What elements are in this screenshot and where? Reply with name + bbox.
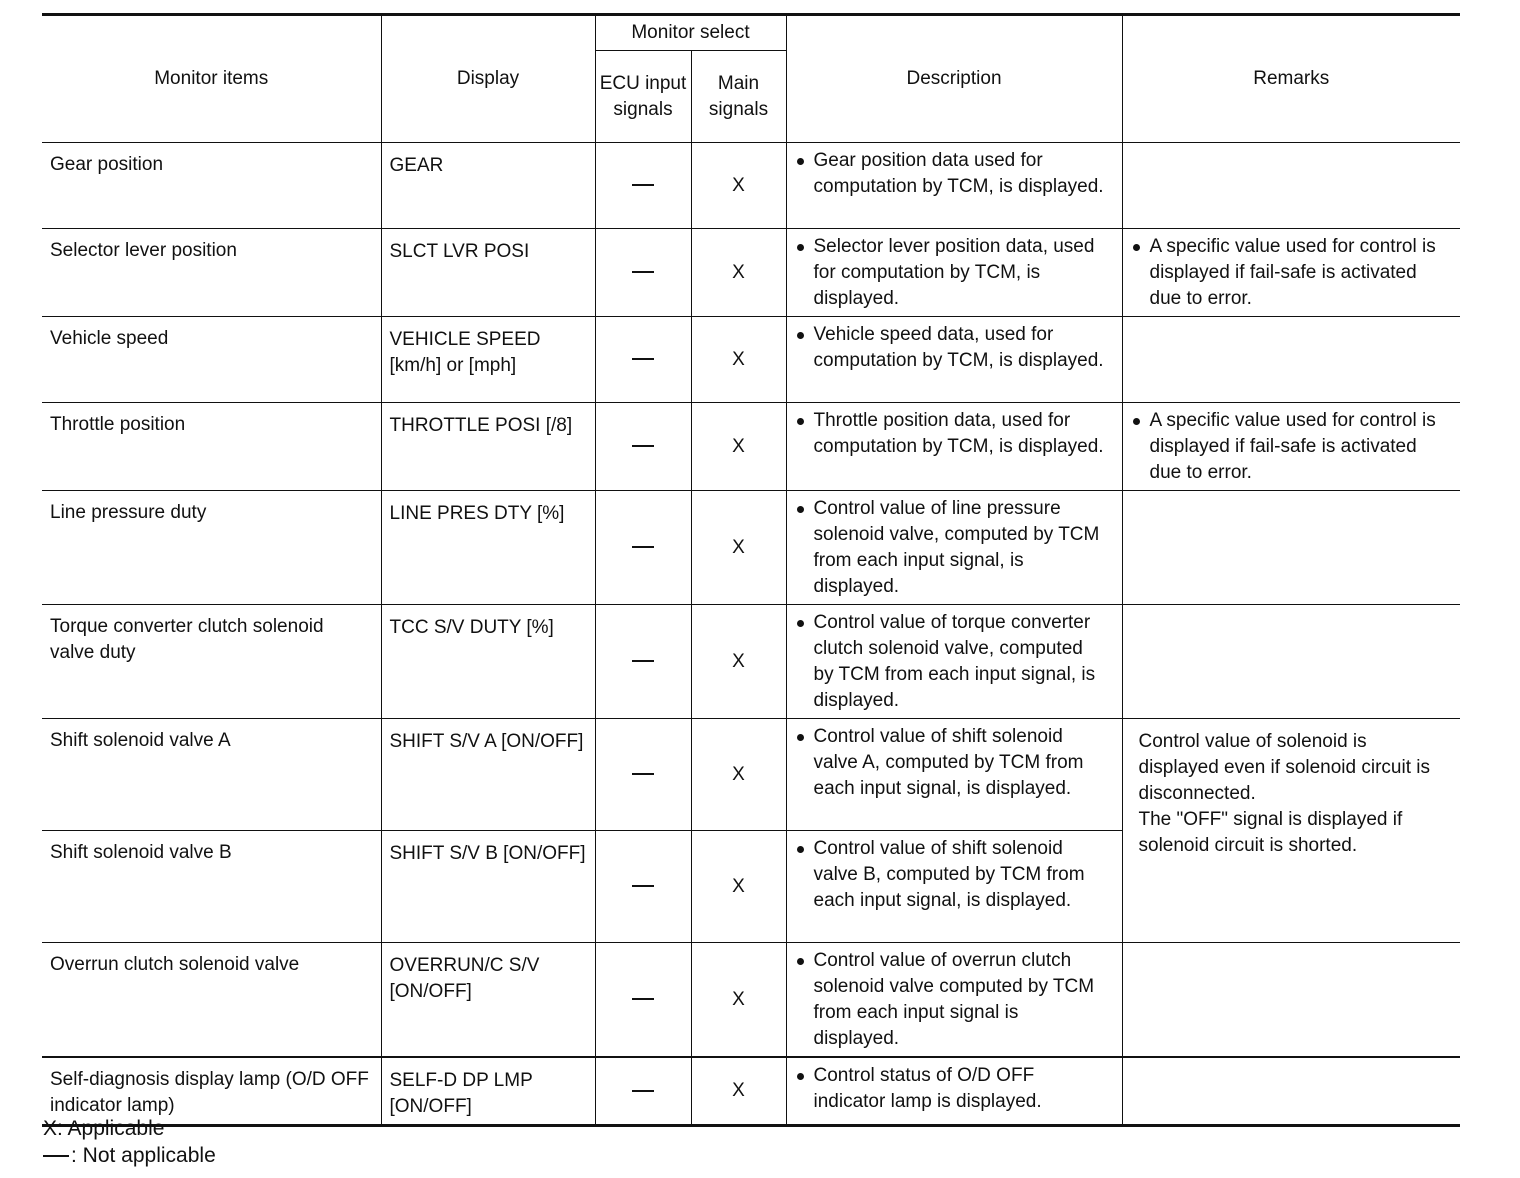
bullet-icon <box>795 148 814 165</box>
header-ecu-input-signals: ECU input signals <box>595 51 691 143</box>
ecu-input-mark <box>595 317 691 403</box>
header-main-signals: Main signals <box>691 51 786 143</box>
header-monitor-items: Monitor items <box>42 15 381 143</box>
main-signal-mark: X <box>691 719 786 831</box>
main-signal-mark: X <box>691 491 786 605</box>
not-applicable-dash <box>632 660 654 662</box>
remarks-cell <box>1122 317 1460 403</box>
description-text: Control value of shift solenoid valve B, computed by TCM from each input signal, is displayed. <box>813 838 1085 911</box>
legend-not-applicable <box>43 1142 216 1169</box>
bullet-icon <box>795 836 814 853</box>
description-text: Vehicle speed data, used for computation by TCM, is displayed. <box>813 324 1104 371</box>
ecu-input-mark <box>595 943 691 1058</box>
description-text: Control value of overrun clutch solenoid valve computed by TCM from each input signal is displayed. <box>813 950 1095 1049</box>
main-signal-mark: X <box>691 229 786 317</box>
bullet-icon <box>1131 408 1150 425</box>
display-value: GEAR <box>381 143 595 229</box>
legend <box>43 1115 216 1169</box>
description-text: Control value of torque converter clutch solenoid valve, computed by TCM from each input signal, is displayed. <box>813 612 1096 711</box>
monitor-item: Shift solenoid valve A <box>42 719 381 831</box>
ecu-input-mark <box>595 605 691 719</box>
display-value: SHIFT S/V B [ON/OFF] <box>381 831 595 943</box>
remarks-cell-shift-solenoid <box>1122 719 1460 943</box>
display-value: THROTTLE POSI [/8] <box>381 403 595 491</box>
bullet-icon <box>795 234 814 251</box>
remarks-cell <box>1122 943 1460 1058</box>
description-cell <box>786 229 1122 317</box>
monitor-items-table <box>42 13 1460 1127</box>
remarks-text: A specific value used for control is displayed if fail-safe is activated due to error. <box>1149 236 1436 309</box>
legend-not-applicable-text: : Not applicable <box>71 1144 216 1167</box>
description-text: Selector lever position data, used for computation by TCM, is displayed. <box>813 236 1095 309</box>
description-text: Control value of line pressure solenoid valve, computed by TCM from each input signal, is displayed. <box>813 498 1100 597</box>
description-cell <box>786 1057 1122 1126</box>
monitor-items-document <box>42 13 1460 1127</box>
description-text: Throttle position data, used for computation by TCM, is displayed. <box>813 410 1104 457</box>
monitor-item: Overrun clutch solenoid valve <box>42 943 381 1058</box>
not-applicable-dash <box>632 546 654 548</box>
ecu-input-mark <box>595 1057 691 1126</box>
description-cell <box>786 403 1122 491</box>
description-cell <box>786 943 1122 1058</box>
display-value: OVERRUN/C S/V [ON/OFF] <box>381 943 595 1058</box>
main-signal-mark: X <box>691 1057 786 1126</box>
not-applicable-dash <box>632 445 654 447</box>
monitor-item: Self-diagnosis display lamp (O/D OFF indicator lamp) <box>42 1057 381 1126</box>
description-cell <box>786 491 1122 605</box>
bullet-icon <box>795 408 814 425</box>
display-value: SLCT LVR POSI <box>381 229 595 317</box>
remarks-cell <box>1122 491 1460 605</box>
description-cell <box>786 143 1122 229</box>
remarks-text: The "OFF" signal is displayed if solenoid circuit is shorted. <box>1138 809 1403 856</box>
display-value: SELF-D DP LMP [ON/OFF] <box>381 1057 595 1126</box>
not-applicable-dash <box>632 773 654 775</box>
ecu-input-mark <box>595 491 691 605</box>
not-applicable-dash <box>632 271 654 273</box>
description-cell <box>786 317 1122 403</box>
display-value: TCC S/V DUTY [%] <box>381 605 595 719</box>
ecu-input-mark <box>595 403 691 491</box>
ecu-input-mark <box>595 719 691 831</box>
legend-applicable <box>43 1115 216 1142</box>
description-cell <box>786 831 1122 943</box>
ecu-input-mark <box>595 831 691 943</box>
display-value: LINE PRES DTY [%] <box>381 491 595 605</box>
header-description: Description <box>786 15 1122 143</box>
remarks-cell <box>1122 403 1460 491</box>
not-applicable-dash <box>632 184 654 186</box>
monitor-item: Line pressure duty <box>42 491 381 605</box>
main-signal-mark: X <box>691 831 786 943</box>
not-applicable-dash <box>632 358 654 360</box>
bullet-icon <box>795 948 814 965</box>
ecu-input-mark <box>595 143 691 229</box>
monitor-item: Torque converter clutch solenoid valve duty <box>42 605 381 719</box>
remarks-cell <box>1122 229 1460 317</box>
main-signal-mark: X <box>691 605 786 719</box>
description-text: Gear position data used for computation by TCM, is displayed. <box>813 150 1104 197</box>
ecu-input-mark <box>595 229 691 317</box>
not-applicable-dash <box>632 998 654 1000</box>
bullet-icon <box>795 610 814 627</box>
description-text: Control value of shift solenoid valve A, computed by TCM from each input signal, is displayed. <box>813 726 1084 799</box>
display-value: VEHICLE SPEED [km/h] or [mph] <box>381 317 595 403</box>
bullet-icon <box>795 322 814 339</box>
monitor-item: Shift solenoid valve B <box>42 831 381 943</box>
bullet-icon <box>795 1063 814 1080</box>
main-signal-mark: X <box>691 317 786 403</box>
monitor-item: Selector lever position <box>42 229 381 317</box>
description-cell <box>786 719 1122 831</box>
header-remarks: Remarks <box>1122 15 1460 143</box>
remarks-cell <box>1122 1057 1460 1126</box>
bullet-icon <box>795 724 814 741</box>
remarks-cell <box>1122 605 1460 719</box>
monitor-item: Vehicle speed <box>42 317 381 403</box>
remarks-cell <box>1122 143 1460 229</box>
main-signal-mark: X <box>691 143 786 229</box>
not-applicable-dash <box>632 885 654 887</box>
remarks-text: Control value of solenoid is displayed even if solenoid circuit is disconnected. <box>1138 731 1430 804</box>
remarks-text: A specific value used for control is displayed if fail-safe is activated due to error. <box>1149 410 1436 483</box>
description-text: Control status of O/D OFF indicator lamp is displayed. <box>813 1065 1042 1112</box>
monitor-item: Throttle position <box>42 403 381 491</box>
main-signal-mark: X <box>691 403 786 491</box>
bullet-icon <box>1131 234 1150 251</box>
header-monitor-select: Monitor select <box>595 15 786 51</box>
main-signal-mark: X <box>691 943 786 1058</box>
header-display: Display <box>381 15 595 143</box>
display-value: SHIFT S/V A [ON/OFF] <box>381 719 595 831</box>
monitor-item: Gear position <box>42 143 381 229</box>
bullet-icon <box>795 496 814 513</box>
legend-applicable-text: X: Applicable <box>43 1117 165 1140</box>
dash-icon <box>43 1155 69 1157</box>
not-applicable-dash <box>632 1090 654 1092</box>
description-cell <box>786 605 1122 719</box>
